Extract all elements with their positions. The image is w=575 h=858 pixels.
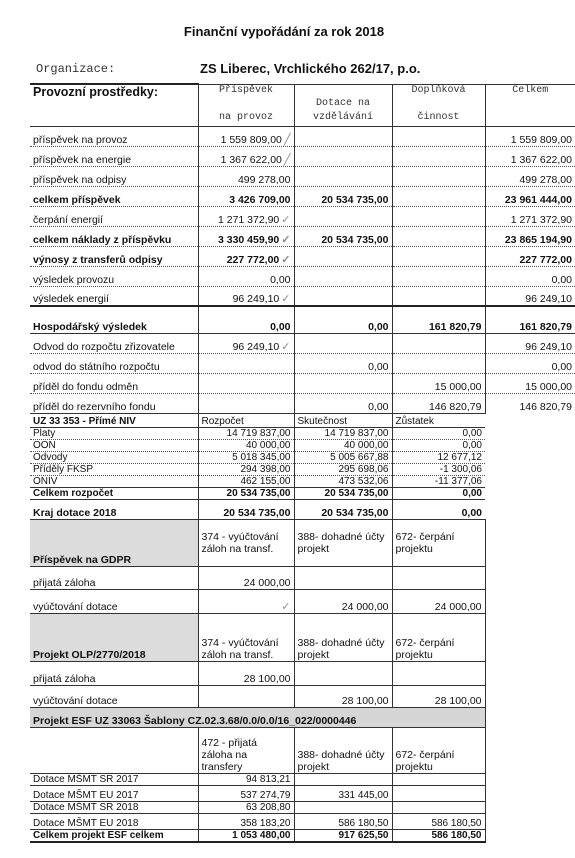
organization-name: ZS Liberec, Vrchlického 262/17, p.o. bbox=[200, 61, 421, 76]
table-row: příděl do rezervního fondu 0,00 146 820,79 146 820,79 bbox=[30, 393, 575, 413]
table-row: ONIV 462 155,00 473 532,06 -11 377,06 bbox=[30, 475, 575, 487]
table-row: přijatá záloha 28 100,00 bbox=[30, 661, 575, 685]
check-mark-icon: ✓ bbox=[281, 233, 291, 246]
table-row: Dotace MŠMT SR 2018 63 208,80 bbox=[30, 801, 575, 813]
col-header-activity: činnost bbox=[392, 112, 485, 126]
table-row: výsledek provozu 0,00 0,00 bbox=[30, 266, 575, 286]
organization-label: Organizace: bbox=[36, 62, 116, 76]
gdpr-header-row: Příspěvek na GDPR 374 - vyúčtování záloh na transf. 388- dohadné účty projekt 672- čerpání projektu bbox=[30, 519, 575, 566]
table-row: příspěvek na provoz 1 559 809,00 ╱ 1 559 809,00 bbox=[30, 126, 575, 146]
olp-heading: Projekt OLP/2770/2018 bbox=[30, 613, 198, 661]
table-row: vyúčtování dotace 28 100,00 28 100,00 bbox=[30, 685, 575, 707]
document-title: Finanční vypořádání za rok 2018 bbox=[183, 24, 385, 39]
table-row: odvod do státního rozpočtu 0,00 0,00 bbox=[30, 353, 575, 373]
table-row: výnosy z transferů odpisy 227 772,00 ✓ 227 772,00 bbox=[30, 246, 575, 266]
check-mark-icon: ✓ bbox=[281, 213, 291, 226]
table-row: příděl do fondu odměn 15 000,00 15 000,00 bbox=[30, 373, 575, 393]
table-row: OON 40 000,00 40 000,00 0,00 bbox=[30, 439, 575, 451]
settlement-table bbox=[30, 83, 575, 843]
check-mark-icon: ╱ bbox=[283, 133, 291, 146]
check-mark-icon: ✓ bbox=[281, 253, 291, 266]
esf-heading: Projekt ESF UZ 33063 Šablony CZ.02.3.68/0.0/0.0/16_022/0000446 bbox=[30, 707, 485, 727]
operating-header-row-1 bbox=[30, 84, 575, 98]
table-row-result: Hospodářský výsledek 0,00 0,00 161 820,79 161 820,79 bbox=[30, 306, 575, 333]
table-row: příspěvek na energie 1 367 622,00 ╱ 1 367 622,00 bbox=[30, 146, 575, 166]
table-row: Celkem rozpočet 20 534 735,00 20 534 735,00 0,00 bbox=[30, 487, 575, 499]
check-mark-icon: ✓ bbox=[281, 600, 291, 613]
table-row: celkem příspěvek 3 426 709,00 20 534 735,00 23 961 444,00 bbox=[30, 186, 575, 206]
col-header-supplementary: Doplňková bbox=[392, 84, 485, 98]
check-mark-icon: ✓ bbox=[281, 293, 291, 305]
table-row: Kraj dotace 2018 20 534 735,00 20 534 735,00 0,00 bbox=[30, 499, 575, 519]
col-header-operation: na provoz bbox=[198, 112, 294, 126]
table-row: výsledek energií 96 249,10 ✓ 96 249,10 bbox=[30, 286, 575, 306]
table-row: Odvody 5 018 345,00 5 005 667,88 12 677,12 bbox=[30, 451, 575, 463]
niv-heading: UZ 33 353 - Přímé NIV bbox=[30, 413, 198, 427]
col-header-contribution: Příspěvek bbox=[198, 84, 294, 98]
table-row: Dotace MŠMT EU 2018 358 183,20 586 180,50 586 180,50 bbox=[30, 813, 575, 829]
table-row: čerpání energií 1 271 372,90 ✓ 1 271 372,90 bbox=[30, 206, 575, 226]
table-row: celkem náklady z příspěvku 3 330 459,90 ✓ 20 534 735,00 23 865 194,90 bbox=[30, 226, 575, 246]
check-mark-icon: ╱ bbox=[283, 153, 291, 166]
settlement-sheet bbox=[30, 83, 575, 843]
table-row: Dotace MŠMT SR 2017 94 813,21 bbox=[30, 773, 575, 785]
table-row: Příděly FKSP 294 398,00 295 698,06 -1 300,06 bbox=[30, 463, 575, 475]
table-row: přijatá záloha 24 000,00 bbox=[30, 566, 575, 589]
operating-heading: Provozní prostředky: bbox=[30, 84, 198, 112]
table-row: Dotace MŠMT EU 2017 537 274,79 331 445,00 bbox=[30, 785, 575, 801]
table-row: příspěvek na odpisy 499 278,00 499 278,00 bbox=[30, 166, 575, 186]
olp-header-row: Projekt OLP/2770/2018 374 - vyúčtování záloh na transf. 388- dohadné účty projekt 672- čerpání projektu bbox=[30, 613, 575, 661]
check-mark-icon: ✓ bbox=[281, 340, 291, 353]
col-header-education-grant: Dotace na bbox=[294, 98, 392, 112]
col-header-total: Celkem bbox=[485, 84, 575, 98]
esf-header-row: 472 - přijatá záloha na transfery 388- dohadné účty projekt 672- čerpání projektu bbox=[30, 727, 575, 773]
table-row-total: Celkem projekt ESF celkem 1 053 480,00 917 625,50 586 180,50 bbox=[30, 829, 575, 842]
col-header-education: vzdělávání bbox=[294, 112, 392, 126]
gdpr-heading: Příspěvek na GDPR bbox=[30, 519, 198, 566]
table-row: Platy 14 719 837,00 14 719 837,00 0,00 bbox=[30, 427, 575, 439]
table-row: Odvod do rozpočtu zřizovatele 96 249,10 ✓ 96 249,10 bbox=[30, 333, 575, 353]
table-row: vyúčtování dotace ✓ 24 000,00 24 000,00 bbox=[30, 589, 575, 613]
operating-header-row-3 bbox=[30, 112, 575, 126]
esf-title-row bbox=[30, 707, 575, 727]
niv-header-row: UZ 33 353 - Přímé NIV Rozpočet Skutečnost Zůstatek bbox=[30, 413, 575, 427]
